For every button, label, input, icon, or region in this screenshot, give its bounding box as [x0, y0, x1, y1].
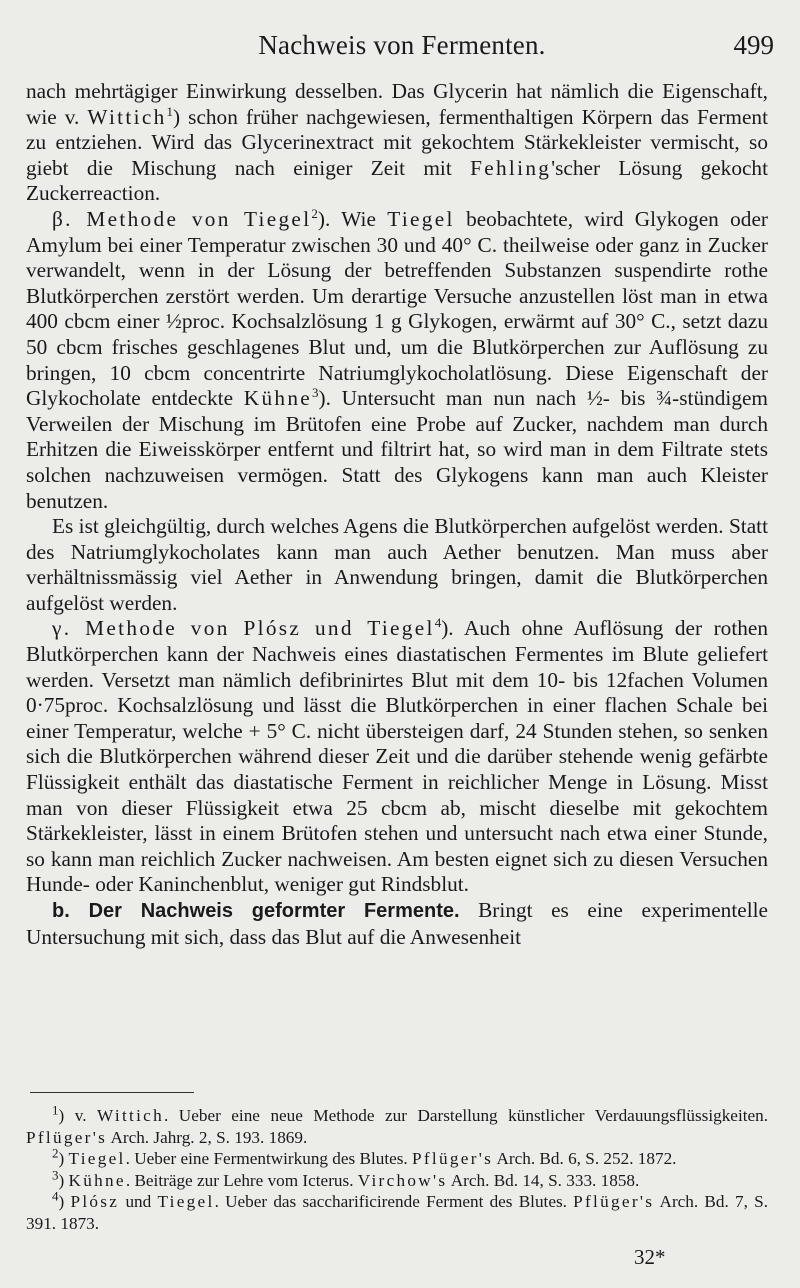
text-run: ). Wie [317, 206, 388, 231]
page-number: 499 [733, 30, 774, 60]
footnote-number: 2 [52, 1145, 59, 1161]
author-name: Wittich [97, 1106, 164, 1125]
author-name: Plósz [70, 1192, 120, 1211]
author-name: Wittich [87, 104, 167, 129]
text-run: ) schon früher nachgewiesen, fermenthaltigen Körpern das Ferment zu entziehen. Wird das Glycerinextract mit gekochtem Stärkekleister vermischt, so giebt die Mischung nach einiger Zeit mit [26, 104, 769, 180]
method-heading: β. Methode von Tiegel [52, 206, 312, 231]
paragraph-2 [26, 207, 768, 514]
text-run: ). Auch ohne Auflösung der rothen Blutkörperchen kann der Nachweis eines diastatischen Fermentes im Blute geliefert werden. Versetzt man nämlich defibrinirtes Blut mit dem 10- bis 12fachen Volumen 0·75proc. Kochsalzlösung und lässt die Blutkörperchen in einer flachen Schale bei einer Temperatur, welche + 5° C. nicht übersteigen darf, 24 Stunden stehen, so senken sich die Blutkörperchen während dieser Zeit und die darüber stehende wenig gefärbte Flüssigkeit enthält das diastatische Ferment in reichlicher Menge in Lösung. Misst man von dieser Flüssigkeit etwa 25 cbcm ab, mischt dieselbe mit gekochtem Stärkekleister, lässt in einem Brütofen stehen und untersucht nach etwa einer Stunde, so kann man reichlich Zucker nachweisen. Am besten eignet sich zu diesen Versuchen Hunde- oder Kaninchenblut, weniger gut Rindsblut. [26, 616, 768, 897]
text-run: Bringt es eine experimentelle Untersuchung mit sich, dass das Blut auf die Anwesenheit [26, 898, 768, 949]
body-text [26, 79, 768, 950]
text-run: ). Untersucht man nun nach ½- bis ¾-stündigem Verweilen der Mischung im Brütofen eine Probe auf Zucker, nachdem man durch Erhitzen die Eiweisskörper entfernt und filtrirt hat, so wird man in dem Filtrate stets solchen nachzuweisen vermögen. Statt des Glykogens kann man auch Kleister benutzen. [26, 386, 768, 513]
author-name: Kühne [68, 1170, 126, 1190]
footnote-3: $^3$) Kühne. Beiträge zur Lehre vom Icterus. Virchow's Arch. Bd. 14, S. 333. 1858. [52, 1166, 640, 1190]
author-name: Tiegel [68, 1149, 126, 1168]
author-name: Fehling [470, 155, 552, 180]
footnote-ref: 1 [166, 103, 174, 119]
footnote-ref: 3 [312, 385, 319, 401]
text-run: nach mehrtägiger Einwirkung desselben. Das Glycerin hat nämlich die Eigenschaft, wie v. [26, 79, 768, 129]
footnotes [26, 1102, 769, 1234]
footnote-ref: 4 [434, 615, 442, 631]
author-name: Tiegel [157, 1192, 215, 1211]
footnote-ref: 2 [311, 205, 318, 221]
journal-name: Pflüger's [26, 1127, 108, 1147]
footnote-number: 4 [52, 1188, 59, 1204]
running-header [30, 30, 774, 70]
author-name: Tiegel [387, 206, 455, 231]
paragraph-1 [26, 79, 768, 207]
running-title: Nachweis von Fermenten. [258, 30, 546, 60]
journal-name: Pflüger's [412, 1149, 494, 1168]
journal-name: Virchow's [357, 1170, 448, 1190]
footnote-rule [30, 1092, 194, 1093]
paragraph-4 [26, 616, 768, 898]
printer-signature-mark: 32* [634, 1245, 666, 1269]
footnote-1: $^1$) v. Wittich. Ueber eine neue Methode zur Darstellung künstlicher Verdauungsflüssigkeiten. Pflüger's Arch. Jahrg. 2, S. 193. 1869. [26, 1102, 769, 1147]
author-name: Kühne [243, 386, 313, 411]
text-run: beobachtete, wird Glykogen oder Amylum bei einer Temperatur zwischen 30 und 40° C. theilweise oder ganz in Zucker verwandelt, wenn in der Lösung der betreffenden Substanzen suspendirte rothe Blutkörperchen zerstört werden. Um derartige Versuche anzustellen löst man in etwa 400 cbcm einer ½proc. Kochsalzlösung 1 g Glykogen, erwärmt auf 30° C., setzt dazu 50 cbcm frisches geschlagenes Blut und, um die Blutkörperchen zur Auflösung zu bringen, 10 cbcm concentrirte Natriumglykocholatlösung. Diese Eigenschaft der Glykocholate entdeckte [26, 206, 768, 411]
footnote-number: 1 [52, 1102, 59, 1118]
method-heading: γ. Methode von Plósz und Tiegel [52, 616, 435, 641]
section-heading: b. Der Nachweis geformter Fermente. [52, 900, 460, 922]
footnote-number: 3 [52, 1166, 59, 1182]
paragraph-3: Es ist gleichgültig, durch welches Agens die Blutkörperchen aufgelöst werden. Statt des Natriumglykocholates kann man auch Aether benutzen. Man muss aber verhältnissmässig viel Aether in Anwendung bringen, damit die Blutkörperchen aufgelöst werden. [26, 514, 768, 615]
footnote-4: $^4$) Plósz und Tiegel. Ueber das saccharificirende Ferment des Blutes. Pflüger's Arch. Bd. 7, S. 391. 1873. [26, 1188, 768, 1233]
journal-name: Pflüger's [573, 1192, 655, 1211]
paragraph-5 [26, 898, 768, 950]
footnote-2: $^2$) Tiegel. Ueber eine Fermentwirkung des Blutes. Pflüger's Arch. Bd. 6, S. 252. 1872. [52, 1145, 677, 1168]
text-run: 'scher Lösung gekocht Zuckerreaction. [26, 155, 768, 206]
